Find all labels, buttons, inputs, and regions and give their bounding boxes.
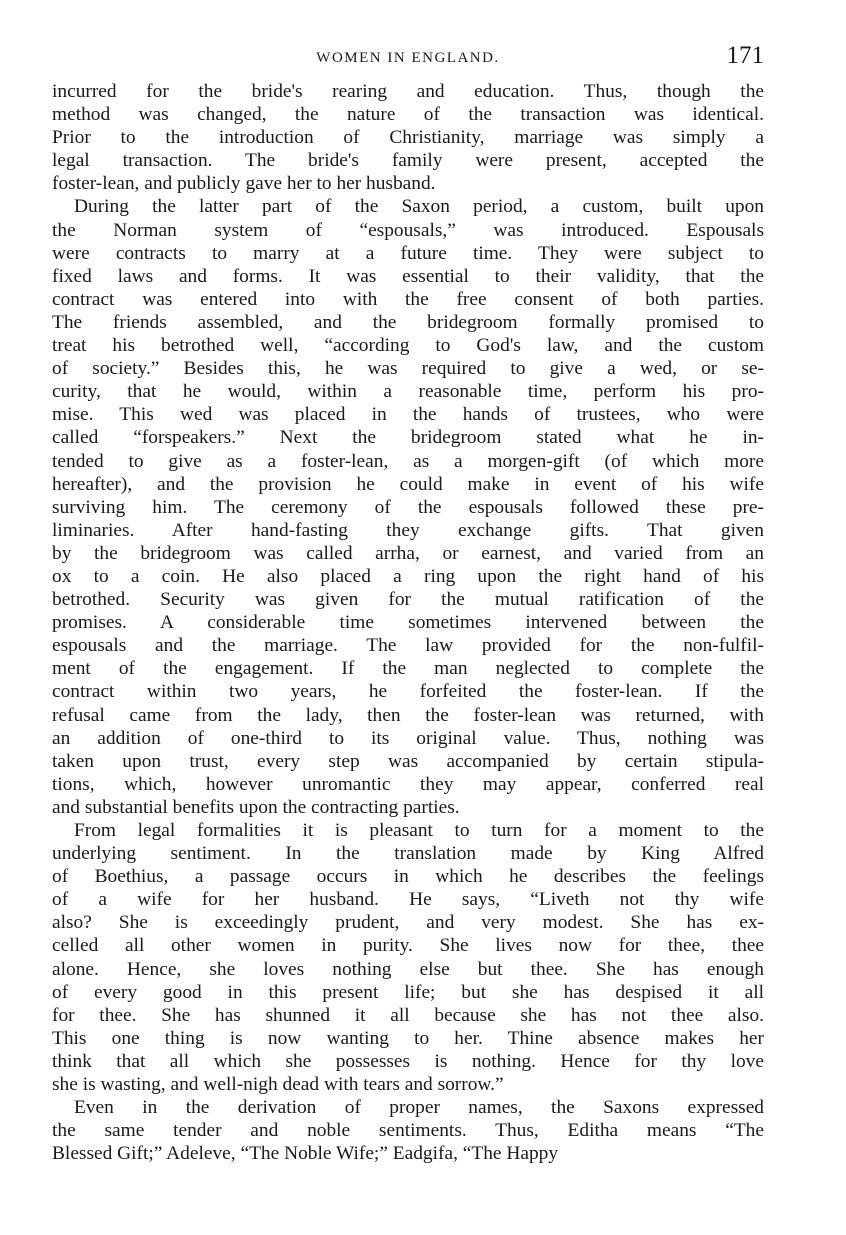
text-line: surviving him. The ceremony of the espousals followed these pre- — [52, 496, 764, 518]
text-line: hereafter), and the provision he could make in event of his wife — [52, 473, 764, 495]
text-line: of every good in this present life; but she has despised it all — [52, 981, 764, 1003]
text-line: the same tender and noble sentiments. Thus, Editha means “The — [52, 1120, 764, 1142]
paragraph — [52, 1096, 764, 1165]
running-head — [52, 40, 764, 80]
text-line: betrothed. Security was given for the mutual ratification of the — [52, 589, 764, 611]
text-line: ment of the engagement. If the man neglected to complete the — [52, 658, 764, 680]
text-line: fixed laws and forms. It was essential to their validity, that the — [52, 265, 764, 287]
text-line: foster-lean, and publicly gave her to her husband. — [52, 173, 436, 195]
text-line: ox to a coin. He also placed a ring upon the right hand of his — [52, 565, 764, 587]
text-line: contract within two years, he forfeited the foster-lean. If the — [52, 681, 764, 703]
text-line: alone. Hence, she loves nothing else but thee. She has enough — [52, 958, 764, 980]
text-line: mise. This wed was placed in the hands of trustees, who were — [52, 404, 764, 426]
text-line: During the latter part of the Saxon period, a custom, built upon — [74, 196, 764, 218]
book-page — [52, 40, 764, 1165]
text-line: tions, which, however unromantic they may appear, conferred real — [52, 773, 764, 795]
paragraph — [52, 819, 764, 1096]
text-line: liminaries. After hand-fasting they exchange gifts. That given — [52, 519, 764, 541]
text-line: and substantial benefits upon the contracting parties. — [52, 796, 460, 818]
text-line: called “forspeakers.” Next the bridegroom stated what he in- — [52, 427, 764, 449]
text-line: of a wife for her husband. He says, “Liveth not thy wife — [52, 889, 764, 911]
text-line: espousals and the marriage. The law provided for the non-fulfil- — [52, 635, 764, 657]
text-line: treat his betrothed well, “according to God's law, and the custom — [52, 335, 764, 357]
running-title: WOMEN IN ENGLAND. — [316, 50, 500, 66]
text-line: This one thing is now wanting to her. Thine absence makes her — [52, 1027, 764, 1049]
text-line: think that all which she possesses is nothing. Hence for thy love — [52, 1050, 764, 1072]
text-line: Even in the derivation of proper names, the Saxons expressed — [74, 1097, 764, 1119]
text-line: for thee. She has shunned it all because she has not thee also. — [52, 1004, 764, 1026]
text-line: the Norman system of “espousals,” was introduced. Espousals — [52, 219, 764, 241]
text-line: taken upon trust, every step was accompanied by certain stipula- — [52, 750, 764, 772]
text-line: legal transaction. The bride's family were present, accepted the — [52, 150, 764, 172]
text-line: were contracts to marry at a future time. They were subject to — [52, 242, 764, 264]
text-line: contract was entered into with the free consent of both parties. — [52, 288, 764, 310]
text-line: promises. A considerable time sometimes intervened between the — [52, 612, 764, 634]
text-line: method was changed, the nature of the transaction was identical. — [52, 104, 764, 126]
text-line: curity, that he would, within a reasonable time, perform his pro- — [52, 381, 764, 403]
text-line: tended to give as a foster-lean, as a morgen-gift (of which more — [52, 450, 764, 472]
text-line: Prior to the introduction of Christianity, marriage was simply a — [52, 127, 764, 149]
text-line: Blessed Gift;” Adeleve, “The Noble Wife;” Eadgifa, “The Happy — [52, 1143, 559, 1165]
text-line: incurred for the bride's rearing and education. Thus, though the — [52, 81, 764, 102]
paragraph — [52, 195, 764, 819]
text-line: of Boethius, a passage occurs in which he describes the feelings — [52, 866, 764, 888]
text-line: underlying sentiment. In the translation made by King Alfred — [52, 843, 764, 865]
text-line: The friends assembled, and the bridegroom formally promised to — [52, 311, 764, 333]
body-text — [52, 80, 764, 1165]
text-line: she is wasting, and well-nigh dead with tears and sorrow.” — [52, 1074, 504, 1096]
page-number: 171 — [726, 42, 764, 69]
text-line: celled all other women in purity. She lives now for thee, thee — [52, 935, 764, 957]
text-line: also? She is exceedingly prudent, and very modest. She has ex- — [52, 912, 764, 934]
paragraph — [52, 80, 764, 195]
text-line: From legal formalities it is pleasant to turn for a moment to the — [74, 820, 764, 841]
text-line: by the bridegroom was called arrha, or earnest, and varied from an — [52, 542, 764, 564]
text-line: of society.” Besides this, he was required to give a wed, or se- — [52, 358, 764, 380]
text-line: an addition of one-third to its original value. Thus, nothing was — [52, 727, 764, 749]
text-line: refusal came from the lady, then the foster-lean was returned, with — [52, 704, 764, 726]
